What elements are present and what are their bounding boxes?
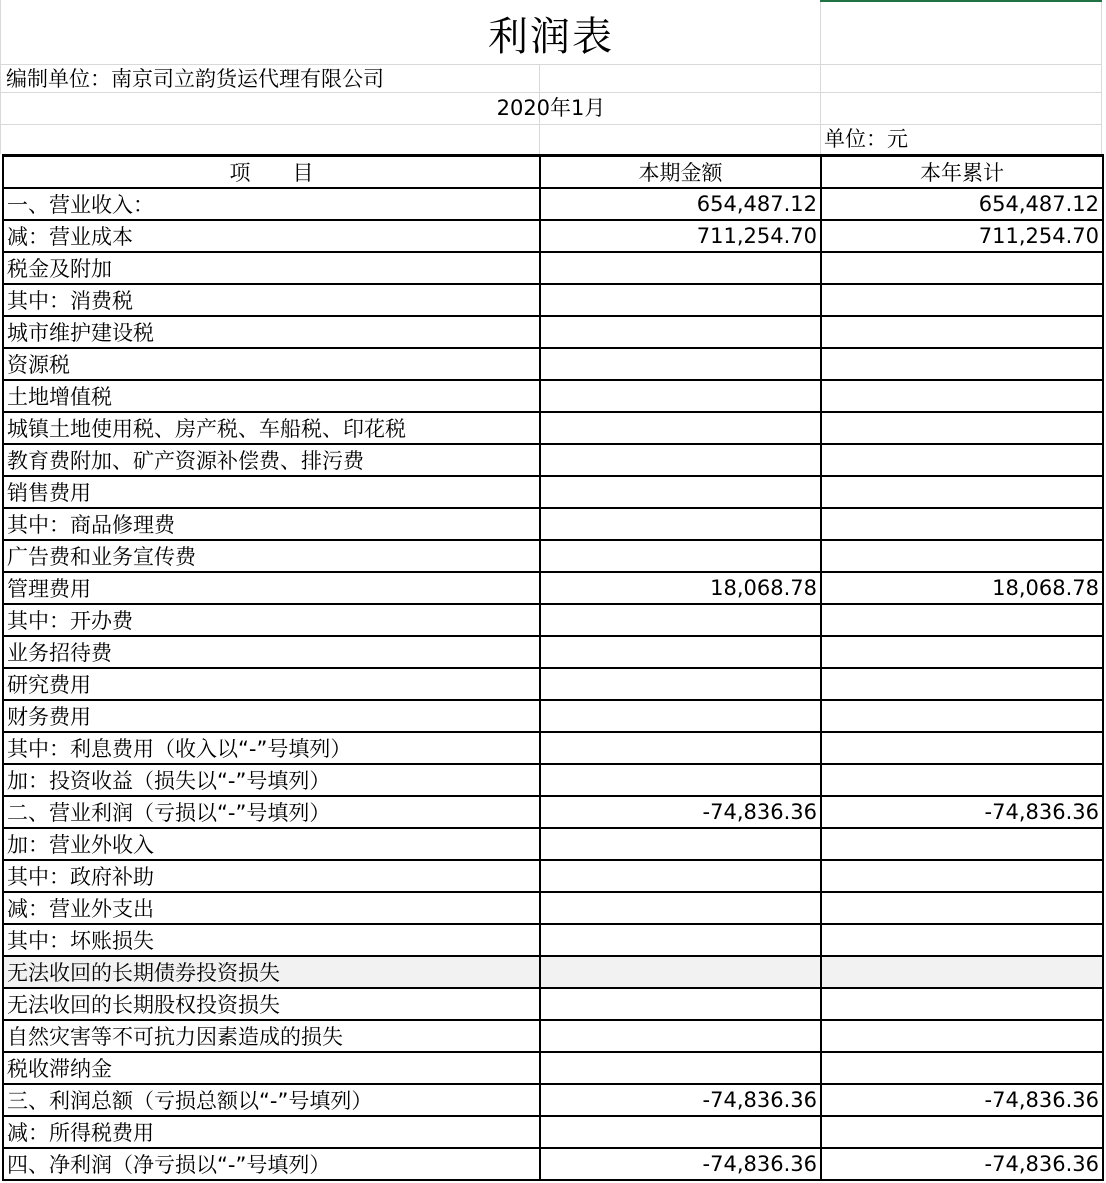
year-to-date-cell[interactable]: 18,068.78: [821, 572, 1103, 604]
year-to-date-cell[interactable]: -74,836.36: [821, 1148, 1103, 1180]
item-cell[interactable]: 财务费用: [3, 700, 540, 732]
current-period-cell[interactable]: [540, 956, 821, 988]
table-row: [3, 252, 1103, 284]
year-to-date-cell[interactable]: [821, 412, 1103, 444]
report-title: 利润表: [488, 13, 614, 60]
company-label[interactable]: 编制单位：南京司立韵货运代理有限公司: [6, 67, 384, 91]
item-cell[interactable]: 城市维护建设税: [3, 316, 540, 348]
current-period-cell[interactable]: [540, 476, 821, 508]
current-period-cell[interactable]: [540, 732, 821, 764]
table-row: [3, 796, 1103, 828]
current-period-cell[interactable]: [540, 1052, 821, 1084]
income-statement-table: [2, 154, 1104, 1181]
current-period-cell[interactable]: [540, 284, 821, 316]
year-to-date-cell[interactable]: [821, 252, 1103, 284]
current-period-cell[interactable]: -74,836.36: [540, 796, 821, 828]
current-period-cell[interactable]: [540, 636, 821, 668]
item-cell[interactable]: 无法收回的长期股权投资损失: [3, 988, 540, 1020]
item-cell[interactable]: 税收滞纳金: [3, 1052, 540, 1084]
year-to-date-cell[interactable]: [821, 636, 1103, 668]
column-header-year-to-date[interactable]: 本年累计: [821, 156, 1103, 189]
table-row: [3, 1020, 1103, 1052]
year-to-date-cell[interactable]: -74,836.36: [821, 1084, 1103, 1116]
item-cell[interactable]: 其中：商品修理费: [3, 508, 540, 540]
current-period-cell[interactable]: [540, 604, 821, 636]
year-to-date-cell[interactable]: [821, 604, 1103, 636]
year-to-date-cell[interactable]: 654,487.12: [821, 188, 1103, 220]
table-row: [3, 924, 1103, 956]
item-cell[interactable]: 减：营业外支出: [3, 892, 540, 924]
year-to-date-cell[interactable]: [821, 700, 1103, 732]
year-to-date-cell[interactable]: [821, 892, 1103, 924]
current-period-cell[interactable]: [540, 316, 821, 348]
table-row: [3, 380, 1103, 412]
year-to-date-cell[interactable]: [821, 348, 1103, 380]
item-cell[interactable]: 税金及附加: [3, 252, 540, 284]
table-row: [3, 540, 1103, 572]
year-to-date-cell[interactable]: [821, 316, 1103, 348]
item-cell[interactable]: 销售费用: [3, 476, 540, 508]
year-to-date-cell[interactable]: [821, 924, 1103, 956]
table-row: [3, 668, 1103, 700]
column-header-current-period[interactable]: 本期金额: [540, 156, 821, 189]
item-cell[interactable]: 管理费用: [3, 572, 540, 604]
table-row: [3, 572, 1103, 604]
table-row: [3, 220, 1103, 252]
current-period-cell[interactable]: [540, 860, 821, 892]
table-row: [3, 636, 1103, 668]
current-period-cell[interactable]: [540, 540, 821, 572]
item-cell[interactable]: 二、营业利润（亏损以“-”号填列）: [3, 796, 540, 828]
current-period-cell[interactable]: [540, 892, 821, 924]
year-to-date-cell[interactable]: [821, 956, 1103, 988]
current-period-cell[interactable]: 711,254.70: [540, 220, 821, 252]
table-row: [3, 860, 1103, 892]
item-cell[interactable]: 土地增值税: [3, 380, 540, 412]
table-row: [3, 476, 1103, 508]
report-period[interactable]: 2020年1月: [496, 96, 606, 120]
table-header-row: [3, 156, 1103, 189]
table-row: [3, 1084, 1103, 1116]
table-row: [3, 412, 1103, 444]
table-row: [3, 1148, 1103, 1180]
current-period-cell[interactable]: [540, 348, 821, 380]
table-row: [3, 316, 1103, 348]
current-period-cell[interactable]: 654,487.12: [540, 188, 821, 220]
table-row: [3, 508, 1103, 540]
year-to-date-cell[interactable]: [821, 284, 1103, 316]
current-period-cell[interactable]: [540, 412, 821, 444]
current-period-cell[interactable]: [540, 1116, 821, 1148]
current-period-cell[interactable]: [540, 828, 821, 860]
table-row: [3, 732, 1103, 764]
table-row: [3, 1052, 1103, 1084]
current-period-cell[interactable]: [540, 924, 821, 956]
current-period-cell[interactable]: [540, 668, 821, 700]
item-cell[interactable]: 一、营业收入：: [3, 188, 540, 220]
year-to-date-cell[interactable]: [821, 764, 1103, 796]
item-cell[interactable]: 其中：坏账损失: [3, 924, 540, 956]
table-row: [3, 188, 1103, 220]
item-cell[interactable]: 研究费用: [3, 668, 540, 700]
year-to-date-cell[interactable]: [821, 1020, 1103, 1052]
currency-unit[interactable]: 单位：元: [824, 127, 908, 151]
item-cell[interactable]: 自然灾害等不可抗力因素造成的损失: [3, 1020, 540, 1052]
item-cell[interactable]: 城镇土地使用税、房产税、车船税、印花税: [3, 412, 540, 444]
item-cell[interactable]: 无法收回的长期债券投资损失: [3, 956, 540, 988]
current-period-cell[interactable]: [540, 988, 821, 1020]
current-period-cell[interactable]: [540, 700, 821, 732]
year-to-date-cell[interactable]: -74,836.36: [821, 796, 1103, 828]
table-row: [3, 700, 1103, 732]
table-row: [3, 988, 1103, 1020]
current-period-cell[interactable]: 18,068.78: [540, 572, 821, 604]
year-to-date-cell[interactable]: [821, 476, 1103, 508]
year-to-date-cell[interactable]: [821, 732, 1103, 764]
table-row: [3, 764, 1103, 796]
item-cell[interactable]: 其中：消费税: [3, 284, 540, 316]
current-period-cell[interactable]: -74,836.36: [540, 1148, 821, 1180]
item-cell[interactable]: 其中：利息费用（收入以“-”号填列）: [3, 732, 540, 764]
year-to-date-cell[interactable]: [821, 668, 1103, 700]
year-to-date-cell[interactable]: [821, 828, 1103, 860]
item-cell[interactable]: 加：投资收益（损失以“-”号填列）: [3, 764, 540, 796]
column-header-item[interactable]: 项 目: [3, 156, 540, 189]
item-cell[interactable]: 资源税: [3, 348, 540, 380]
year-to-date-cell[interactable]: [821, 380, 1103, 412]
table-row: [3, 444, 1103, 476]
table-row: [3, 828, 1103, 860]
year-to-date-cell[interactable]: [821, 540, 1103, 572]
current-period-cell[interactable]: [540, 252, 821, 284]
current-period-cell[interactable]: -74,836.36: [540, 1084, 821, 1116]
item-cell[interactable]: 减：营业成本: [3, 220, 540, 252]
year-to-date-cell[interactable]: [821, 444, 1103, 476]
current-period-cell[interactable]: [540, 444, 821, 476]
year-to-date-cell[interactable]: [821, 988, 1103, 1020]
item-cell[interactable]: 其中：开办费: [3, 604, 540, 636]
item-cell[interactable]: 四、净利润（净亏损以“-”号填列）: [3, 1148, 540, 1180]
table-row: [3, 348, 1103, 380]
current-period-cell[interactable]: [540, 508, 821, 540]
table-row: [3, 956, 1103, 988]
year-to-date-cell[interactable]: [821, 1052, 1103, 1084]
current-period-cell[interactable]: [540, 1020, 821, 1052]
year-to-date-cell[interactable]: 711,254.70: [821, 220, 1103, 252]
gridline: [0, 124, 1102, 125]
item-cell[interactable]: 其中：政府补助: [3, 860, 540, 892]
year-to-date-cell[interactable]: [821, 508, 1103, 540]
item-cell[interactable]: 广告费和业务宣传费: [3, 540, 540, 572]
current-period-cell[interactable]: [540, 764, 821, 796]
table-row: [3, 604, 1103, 636]
table-row: [3, 284, 1103, 316]
table-row: [3, 1116, 1103, 1148]
year-to-date-cell[interactable]: [821, 1116, 1103, 1148]
item-cell[interactable]: 加：营业外收入: [3, 828, 540, 860]
item-cell[interactable]: 减：所得税费用: [3, 1116, 540, 1148]
item-cell[interactable]: 三、利润总额（亏损总额以“-”号填列）: [3, 1084, 540, 1116]
year-to-date-cell[interactable]: [821, 860, 1103, 892]
table-row: [3, 892, 1103, 924]
item-cell[interactable]: 教育费附加、矿产资源补偿费、排污费: [3, 444, 540, 476]
current-period-cell[interactable]: [540, 380, 821, 412]
item-cell[interactable]: 业务招待费: [3, 636, 540, 668]
